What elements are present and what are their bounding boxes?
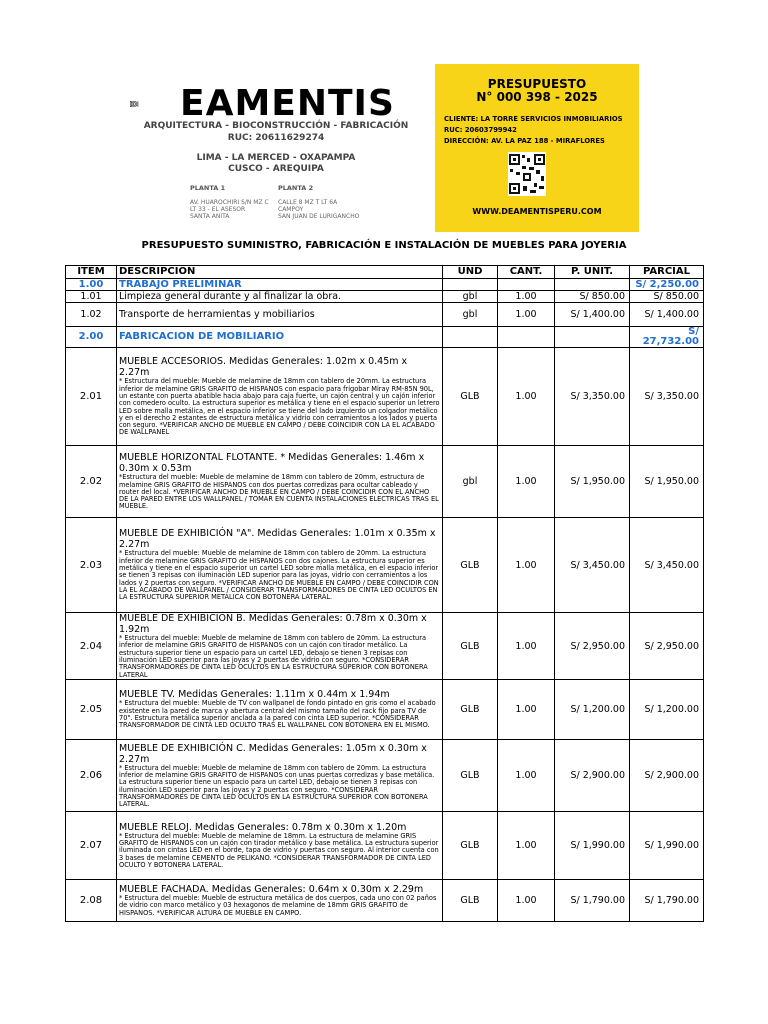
item-unit-price: S/ 2,900.00 — [555, 740, 630, 812]
section-row — [66, 327, 704, 348]
item-subtotal: S/ 2,950.00 — [630, 613, 704, 680]
item-unit-price: S/ 1,400.00 — [555, 303, 630, 327]
item-number: 2.02 — [66, 446, 117, 518]
section-row — [66, 279, 704, 291]
item-unit: GLB — [443, 518, 498, 613]
item-unit: GLB — [443, 348, 498, 446]
company-ruc: RUC: 20611629274 — [227, 133, 325, 143]
section-total: S/ 2,250.00 — [630, 279, 704, 291]
item-title: MUEBLE DE EXHIBICIÓN B. Medidas Generales: 0.78m x 0.30m x 1.92m — [119, 613, 427, 636]
table-row — [66, 446, 704, 518]
eamentis-logo — [130, 86, 180, 122]
col-parcial: PARCIAL — [630, 266, 704, 279]
table-row — [66, 740, 704, 812]
item-unit-price: S/ 1,990.00 — [555, 812, 630, 880]
item-unit-price: S/ 2,950.00 — [555, 613, 630, 680]
item-description: * Estructura del mueble: Mueble de melamine de 18mm con tablero de 20mm. La estructura inferior de melamine GRIS GRAFITO de HISPANOS con un cajón con tirador metálico. La estructura superior tiene un espacio para un cartel LED, debajo se tienen 3 repisas con iluminación LED superior para las joyas y 2 puertas de vidrio con seguro. *CONSIDERAR TRANSFORMADORES DE CINTA LED OCULTOS EN LA ESTRUCTURA SUPERIOR CON BOTONERA LATERAL — [119, 634, 428, 679]
qr-code-icon — [508, 152, 546, 196]
item-subtotal: S/ 1,400.00 — [630, 303, 704, 327]
item-subtotal: S/ 3,350.00 — [630, 348, 704, 446]
item-description-cell — [117, 812, 443, 880]
company-locations-1: LIMA - LA MERCED - OXAPAMPA — [196, 153, 356, 163]
item-number: 1.02 — [66, 303, 117, 327]
item-unit-price: S/ 1,200.00 — [555, 680, 630, 740]
table-row — [66, 291, 704, 303]
item-title: MUEBLE TV. Medidas Generales: 1.11m x 0.44m x 1.94m — [119, 689, 390, 701]
item-quantity: 1.00 — [498, 812, 555, 880]
plant2-title: PLANTA 2 — [278, 184, 314, 192]
table-row — [66, 348, 704, 446]
quote-title-label: PRESUPUESTO — [487, 77, 587, 91]
section-total: S/ 27,732.00 — [630, 327, 704, 348]
quote-client: CLIENTE: LA TORRE SERVICIOS INMOBILIARIOS — [444, 115, 623, 123]
item-title: MUEBLE FACHADA. Medidas Generales: 0.64m x 0.30m x 2.29m — [119, 884, 424, 896]
item-quantity: 1.00 — [498, 613, 555, 680]
plant1-line: LT 33 - EL ASESOR — [190, 206, 246, 213]
company-name: EAMENTIS — [180, 83, 395, 124]
item-number: 2.00 — [66, 327, 117, 348]
item-unit-price: S/ 1,790.00 — [555, 880, 630, 922]
item-subtotal: S/ 850.00 — [630, 291, 704, 303]
budget-table — [65, 265, 704, 922]
item-number: 2.03 — [66, 518, 117, 613]
item-quantity: 1.00 — [498, 446, 555, 518]
col-item: ITEM — [66, 266, 117, 279]
item-description: * Estructura del mueble: Mueble de melamine de 18mm con tablero de 20mm. La estructura inferior de melamine GRIS GRAFITO de HISPANOS con espacio para frigobar Miray RM-85N 90L, un estante con puerta abatible hacia abajo para caja fuerte, un cajón central y un cajón inferior con comedero oculto. La estructura superior es metálica y tiene en el espacio superior un letrero LED sobre malla metálica, en el espacio inferior se tiene del lado izquierdo un colgador metálico y en el derecho 2 estantes de estructura metálica y vidrio con cerramientos a los lados y puerta con seguro. *VERIFICAR ANCHO DE MUEBLE EN CAMPO / DEBE COINCIDIR CON LA EL ACABADO DE WALLPANEL — [119, 377, 440, 437]
item-description: * Estructura del mueble: Mueble de melamine de 18mm. La estructura de melamine GRIS GRAFITO de HISPANOS con un cajón con tirador metálico y base metálica. La estructura superior iluminada con cintas LED en el borde, tapa de vidrio y puertas con seguro. Al interior cuenta con 3 bases de melamine CEMENTO de PELIKANO. *CONSIDERAR TRANSFORMADOR DE CINTA LED OCULTO Y BOTONERA LATERAL. — [119, 831, 439, 869]
item-number: 2.08 — [66, 880, 117, 922]
item-number: 2.06 — [66, 740, 117, 812]
item-description: * Estructura del mueble: Mueble de melamine de 18mm con tablero de 20mm. La estructura inferior de melamine GRIS GRAFITO de HISPANOS con dos cajones. La estructura superior es metálica y tiene en el espacio superior un cartel LED sobre malla metálica, en el espacio inferior se tienen 3 repisas con iluminación LED superior para las joyas, vidrio con cerramientos a los lados y 2 puertas con seguro. *VERIFICAR ANCHO DE MUEBLE EN CAMPO / DEBE COINCIDIR CON LA EL ACABADO DE WALLPANEL / CONSIDERAR TRANSFORMADORES DE CINTA LED OCULTOS EN LA ESTRUCTURA SUPERIOR METÁLICA CON BOTONERA LATERAL. — [119, 549, 439, 602]
item-subtotal: S/ 2,900.00 — [630, 740, 704, 812]
item-description-cell — [117, 613, 443, 680]
item-quantity: 1.00 — [498, 348, 555, 446]
item-title: MUEBLE RELOJ. Medidas Generales: 0.78m x 0.30m x 1.20m — [119, 821, 407, 833]
plant2-line: SAN JUAN DE LURIGANCHO — [278, 213, 360, 220]
item-title: MUEBLE ACCESORIOS. Medidas Generales: 1.02m x 0.45m x 2.27m — [119, 356, 408, 379]
table-header — [66, 266, 704, 279]
quote-title — [435, 78, 639, 104]
plant1-title: PLANTA 1 — [190, 184, 226, 192]
item-unit: GLB — [443, 680, 498, 740]
item-quantity: 1.00 — [498, 291, 555, 303]
plant2-line: CAMPOY — [278, 206, 304, 213]
document-title: PRESUPUESTO SUMINISTRO, FABRICACIÓN E INSTALACIÓN DE MUEBLES PARA JOYERIA — [141, 240, 627, 251]
item-subtotal: S/ 1,200.00 — [630, 680, 704, 740]
quote-address: DIRECCIÓN: AV. LA PAZ 188 - MIRAFLORES — [444, 137, 605, 145]
item-unit-price: S/ 850.00 — [555, 291, 630, 303]
item-title: MUEBLE DE EXHIBICIÓN C. Medidas Generales: 1.05m x 0.30m x 2.27m — [119, 742, 427, 765]
item-number: 2.01 — [66, 348, 117, 446]
item-quantity: 1.00 — [498, 518, 555, 613]
item-description-cell — [117, 680, 443, 740]
col-und: UND — [443, 266, 498, 279]
col-cant: CANT. — [498, 266, 555, 279]
item-number: 1.01 — [66, 291, 117, 303]
table-row — [66, 812, 704, 880]
item-description: Limpieza general durante y al finalizar la obra. — [117, 291, 443, 303]
item-quantity: 1.00 — [498, 740, 555, 812]
item-unit: GLB — [443, 740, 498, 812]
item-subtotal: S/ 1,790.00 — [630, 880, 704, 922]
item-unit-price: S/ 3,350.00 — [555, 348, 630, 446]
item-subtotal: S/ 1,990.00 — [630, 812, 704, 880]
item-title: MUEBLE DE EXHIBICIÓN "A". Medidas Generales: 1.01m x 0.35m x 2.27m — [119, 528, 436, 551]
col-pu: P. UNIT. — [555, 266, 630, 279]
item-subtotal: S/ 3,450.00 — [630, 518, 704, 613]
item-description-cell — [117, 518, 443, 613]
item-quantity: 1.00 — [498, 680, 555, 740]
item-unit: GLB — [443, 812, 498, 880]
plant1-line: SANTA ANITA — [190, 213, 230, 220]
item-description-cell — [117, 740, 443, 812]
plant1-line: AV. HUAROCHIRI S/N MZ C — [190, 199, 269, 206]
item-subtotal: S/ 1,950.00 — [630, 446, 704, 518]
quote-website: WWW.DEAMENTISPERU.COM — [472, 207, 602, 216]
item-number: 2.04 — [66, 613, 117, 680]
section-title: FABRICACION DE MOBILIARIO — [117, 327, 443, 348]
item-description: * Estructura del mueble: Mueble de TV con wallpanel de fondo pintado en gris como el acabado existente en la pared de marca y abertura central del mismo tamaño del rack fijo para TV de 70". Estructura metálica superior anclada a la pared con cinta LED superior. *CONSIDERAR TRANSFORMADOR DE CINTA LED OCULTO TRAS EL WALLPANEL CON BOTONERA EN EL MISMO. — [119, 699, 436, 730]
table-row — [66, 518, 704, 613]
item-unit: gbl — [443, 291, 498, 303]
item-unit: GLB — [443, 613, 498, 680]
item-number: 2.07 — [66, 812, 117, 880]
item-description-cell — [117, 446, 443, 518]
item-unit: gbl — [443, 303, 498, 327]
table-row — [66, 613, 704, 680]
company-locations-2: CUSCO - AREQUIPA — [228, 164, 324, 174]
item-description: * Estructura del mueble: Mueble de melamine de 18mm con tablero de 20mm. La estructura inferior de melamine GRIS GRAFITO de HISPANOS con unas puertas corredizas y base metálica. La estructura superior tiene un espacio para un cartel LED, debajo se tienen 3 repisas con iluminación LED superior para las joyas y 2 puertas con seguro. *CONSIDERAR TRANSFORMADORES DE CINTA LED OCULTOS EN LA ESTRUCTURA SUPERIOR CON BOTONERA LATERAL. — [119, 763, 435, 809]
item-unit: GLB — [443, 880, 498, 922]
quote-number: N° 000 398 - 2025 — [476, 90, 598, 104]
item-unit-price: S/ 1,950.00 — [555, 446, 630, 518]
item-number: 1.00 — [66, 279, 117, 291]
table-row — [66, 680, 704, 740]
table-row — [66, 303, 704, 327]
item-description-cell — [117, 880, 443, 922]
item-unit-price: S/ 3,450.00 — [555, 518, 630, 613]
item-description: * Estructura del mueble: Mueble de estructura metálica de dos cuerpos, cada uno con 02 paños de vidrio con marco metálico y 03 hexagonos de melamine de 18mm GRIS GRAFITO de HISPANOS. *VERIFICAR ALTURA DE MUEBLE EN CAMPO. — [119, 894, 437, 917]
item-unit: gbl — [443, 446, 498, 518]
item-description: *Estructura del mueble: Mueble de melamine de 18mm con tablero de 20mm, estructura de melamine GRIS GRAFITO de HISPANOS con dos puertas corredizas para ocultar cableado y router del local. *VERIFICAR ANCHO DE MUEBLE EN CAMPO / DEBE COINCIDIR CON EL ANCHO DE LA PARED ENTRE LOS WALLPANEL / TOMAR EN CUENTA INSTALACIONES ELECTRICAS TRAS EL MUEBLE. — [119, 473, 439, 511]
item-quantity: 1.00 — [498, 303, 555, 327]
plant2-line: CALLE 8 MZ T LT 6A — [278, 199, 338, 206]
table-row — [66, 880, 704, 922]
item-number: 2.05 — [66, 680, 117, 740]
col-desc: DESCRIPCION — [117, 266, 443, 279]
item-description-cell — [117, 348, 443, 446]
quote-ruc: RUC: 20603799942 — [444, 126, 517, 134]
section-title: TRABAJO PRELIMINAR — [117, 279, 443, 291]
item-description: Transporte de herramientas y mobiliarios — [117, 303, 443, 327]
company-tagline: ARQUITECTURA - BIOCONSTRUCCIÓN - FABRICACIÓN — [143, 121, 409, 131]
item-quantity: 1.00 — [498, 880, 555, 922]
item-title: MUEBLE HORIZONTAL FLOTANTE. * Medidas Generales: 1.46m x 0.30m x 0.53m — [119, 452, 425, 475]
